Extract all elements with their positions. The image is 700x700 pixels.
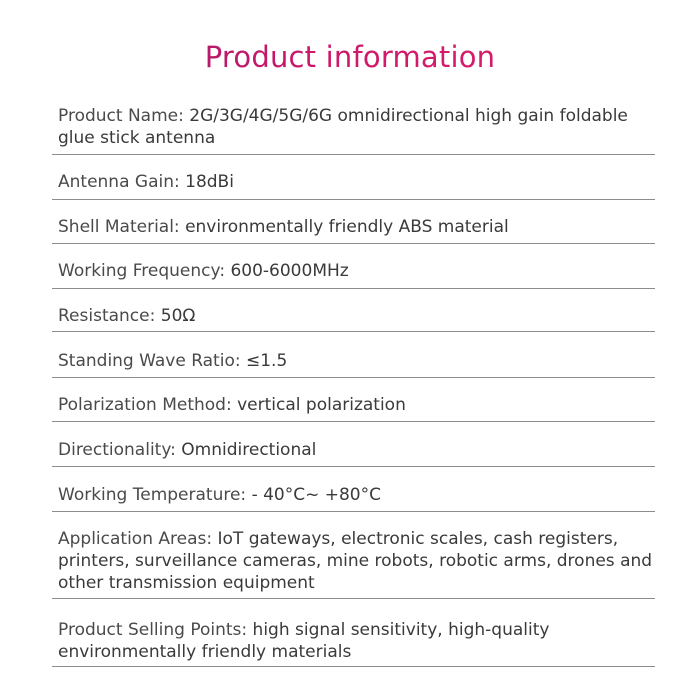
spec-row-working-frequency [52,244,655,289]
spec-value: 18dBi [185,172,234,192]
spec-row-selling-points [52,599,655,667]
spec-label: Product Selling Points: [58,620,248,640]
spec-value: 2G/3G/4G/5G/6G omnidirectional high gain foldable glue stick antenna [58,106,628,148]
spec-label: Resistance: [58,306,156,326]
spec-value: 50Ω [160,306,196,326]
spec-row-application-areas [52,512,655,599]
spec-row-antenna-gain [52,155,655,200]
spec-row-working-temperature [52,467,655,512]
spec-value: vertical polarization [237,395,406,415]
spec-value: high signal sensitivity, high-quality environmentally friendly materials [58,620,550,662]
spec-value: - 40°C~ +80°C [251,485,381,505]
spec-row-shell-material [52,200,655,244]
spec-label: Directionality: [58,440,176,460]
spec-value: Omnidirectional [181,440,317,460]
spec-row-directionality [52,422,655,467]
spec-value: ≤1.5 [245,351,288,371]
spec-value: IoT gateways, electronic scales, cash registers, printers, surveillance cameras, mine robots, robotic arms, drones and other transmission equipment [58,529,653,593]
spec-label: Polarization Method: [58,395,232,415]
spec-label: Product Name: [58,106,184,126]
spec-row-resistance [52,289,655,332]
spec-row-product-name [52,100,655,155]
spec-label: Application Areas: [58,529,213,549]
page-title: Product information [0,40,700,74]
spec-value: 600-6000MHz [230,261,349,281]
spec-label: Working Temperature: [58,485,247,505]
spec-label: Shell Material: [58,217,180,237]
spec-label: Antenna Gain: [58,172,180,192]
spec-label: Working Frequency: [58,261,226,281]
spec-row-polarization [52,378,655,422]
spec-list [52,100,655,667]
spec-row-standing-wave-ratio [52,332,655,378]
spec-label: Standing Wave Ratio: [58,351,241,371]
spec-value: environmentally friendly ABS material [185,217,509,237]
